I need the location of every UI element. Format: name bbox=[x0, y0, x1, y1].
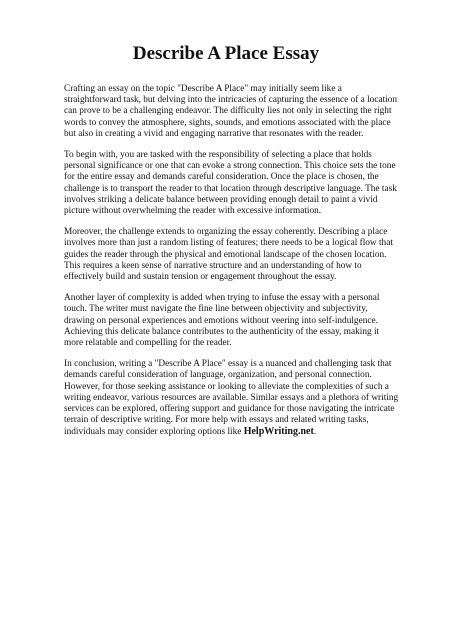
conclusion-text: In conclusion, writing a "Describe A Place" essay is a nuanced and challenging task that demands careful consideration of language, organization, and personal connection. However, for those seeking assistance or looking to alleviate the complexities of such a writing endeavor, various resources are available. Similar essays and a plethora of writing services can be explored, offering support and guidance for those navigating the intricate terrain of descriptive writing. For more help with essays and related writing tasks, individuals may consider exploring options like bbox=[64, 359, 399, 438]
conclusion-paragraph bbox=[64, 359, 400, 438]
paragraph-2: To begin with, you are tasked with the responsibility of selecting a place that holds personal significance or one that can evoke a strong connection. This choice sets the tone for the entire essay and demands careful consideration. Once the place is chosen, the challenge is to transport the reader to that location through descriptive language. The task involves striking a delicate balance between providing enough detail to paint a vivid picture without overwhelming the reader with excessive information. bbox=[64, 150, 397, 217]
paragraph-4: Another layer of complexity is added when trying to infuse the essay with a personal touch. The writer must navigate the fine line between objectivity and subjectivity, drawing on personal experiences and emotions without veering into self-indulgence. Achieving this delicate balance contributes to the authenticity of the essay, making it more relatable and compelling for the reader. bbox=[64, 293, 380, 349]
paragraph-1: Crafting an essay on the topic "Describe A Place" may initially seem like a straightforward task, but delving into the intricacies of capturing the essence of a location can prove to be a challenging endeavor. The difficulty lies not only in selecting the right words to convey the atmosphere, sights, sounds, and emotions associated with the place but also in creating a vivid and engaging narrative that resonates with the reader. bbox=[64, 84, 398, 139]
conclusion-end: . bbox=[313, 427, 317, 438]
essay-body bbox=[64, 84, 400, 449]
page-title: Describe A Place Essay bbox=[132, 43, 320, 64]
helpwriting-link[interactable]: HelpWriting.net bbox=[243, 426, 314, 438]
paragraph-3: Moreover, the challenge extends to organizing the essay coherently. Describing a place involves more than just a random listing of features; there needs to be a logical flow that guides the reader through the physical and emotional landscape of the chosen location. This requires a keen sense of narrative structure and an understanding of how to effectively build and sustain tension or engagement throughout the essay. bbox=[64, 227, 393, 283]
